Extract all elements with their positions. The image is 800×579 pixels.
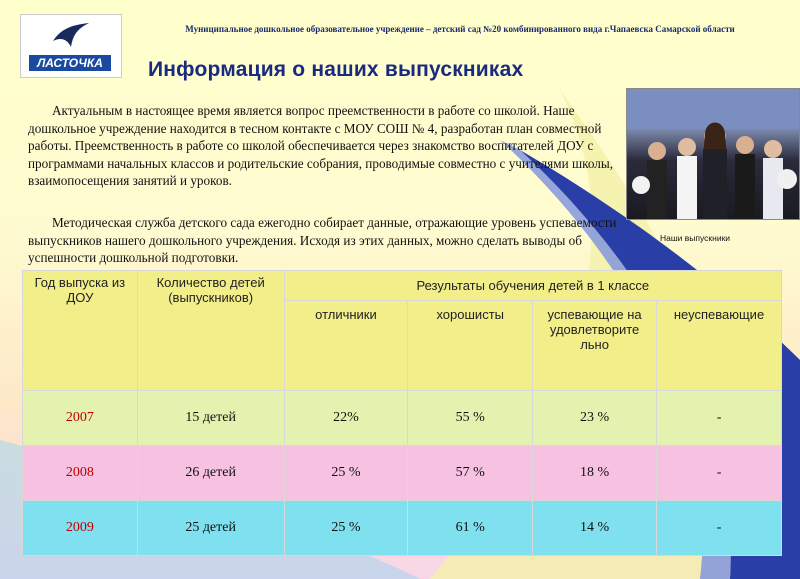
row-year: 2009 — [23, 501, 138, 556]
row-excellent: 22% — [284, 391, 408, 446]
graduates-photo — [626, 88, 800, 220]
intro-paragraph-2 — [28, 214, 618, 267]
table-row — [23, 501, 782, 556]
row-good: 61 % — [408, 501, 533, 556]
row-count: 26 детей — [137, 446, 284, 501]
table-row — [23, 446, 782, 501]
photo-caption: Наши выпускники — [660, 233, 731, 243]
table-header-row — [23, 271, 782, 301]
header-satisfactory: успевающие на удовлетворите льно — [533, 301, 657, 391]
row-satisfactory: 18 % — [533, 446, 657, 501]
photo-figures — [627, 89, 799, 219]
header-excellent: отличники — [284, 301, 408, 391]
logo-text: ЛАСТОЧКА — [29, 55, 111, 71]
row-failing: - — [657, 446, 782, 501]
row-year: 2008 — [23, 446, 138, 501]
row-satisfactory: 23 % — [533, 391, 657, 446]
row-year: 2007 — [23, 391, 138, 446]
results-table — [22, 270, 782, 556]
logo — [20, 14, 122, 78]
page-title: Информация о наших выпускниках — [148, 58, 524, 81]
row-satisfactory: 14 % — [533, 501, 657, 556]
row-count: 25 детей — [137, 501, 284, 556]
row-failing: - — [657, 501, 782, 556]
swallow-icon — [51, 21, 91, 51]
header-year: Год выпуска из ДОУ — [23, 271, 138, 391]
intro-text-2: Методическая служба детского сада ежегодно собирает данные, отражающие уровень успеваемости выпускников нашего дошкольного учреждения. Исходя из этих данных, можно сделать выводы об успешности дошкольной подготовки. — [28, 215, 617, 266]
header-failing: неуспевающие — [657, 301, 782, 391]
header-results: Результаты обучения детей в 1 классе — [284, 271, 781, 301]
intro-text-1: Актуальным в настоящее время является вопрос преемственности в работе со школой. Наше дошкольное учреждение находится в тесном контакте с МОУ СОШ № 4, разработан план совместной работы. Преемственность в работе со школой обеспечивается через знакомство воспитателей ДОУ с программами начальных классов и родительские собрания, проводимые совместно с учителями школы, взаимопосещения занятий и уроков. — [28, 103, 613, 189]
row-good: 57 % — [408, 446, 533, 501]
row-failing: - — [657, 391, 782, 446]
header-count: Количество детей (выпускников) — [137, 271, 284, 391]
row-excellent: 25 % — [284, 501, 408, 556]
organization-name: Муниципальное дошкольное образовательное учреждение – детский сад №20 комбинированного вида г.Чапаевска Самарской области — [185, 24, 735, 34]
row-count: 15 детей — [137, 391, 284, 446]
row-excellent: 25 % — [284, 446, 408, 501]
intro-paragraph-1 — [28, 102, 618, 190]
header-good: хорошисты — [408, 301, 533, 391]
table-row — [23, 391, 782, 446]
row-good: 55 % — [408, 391, 533, 446]
